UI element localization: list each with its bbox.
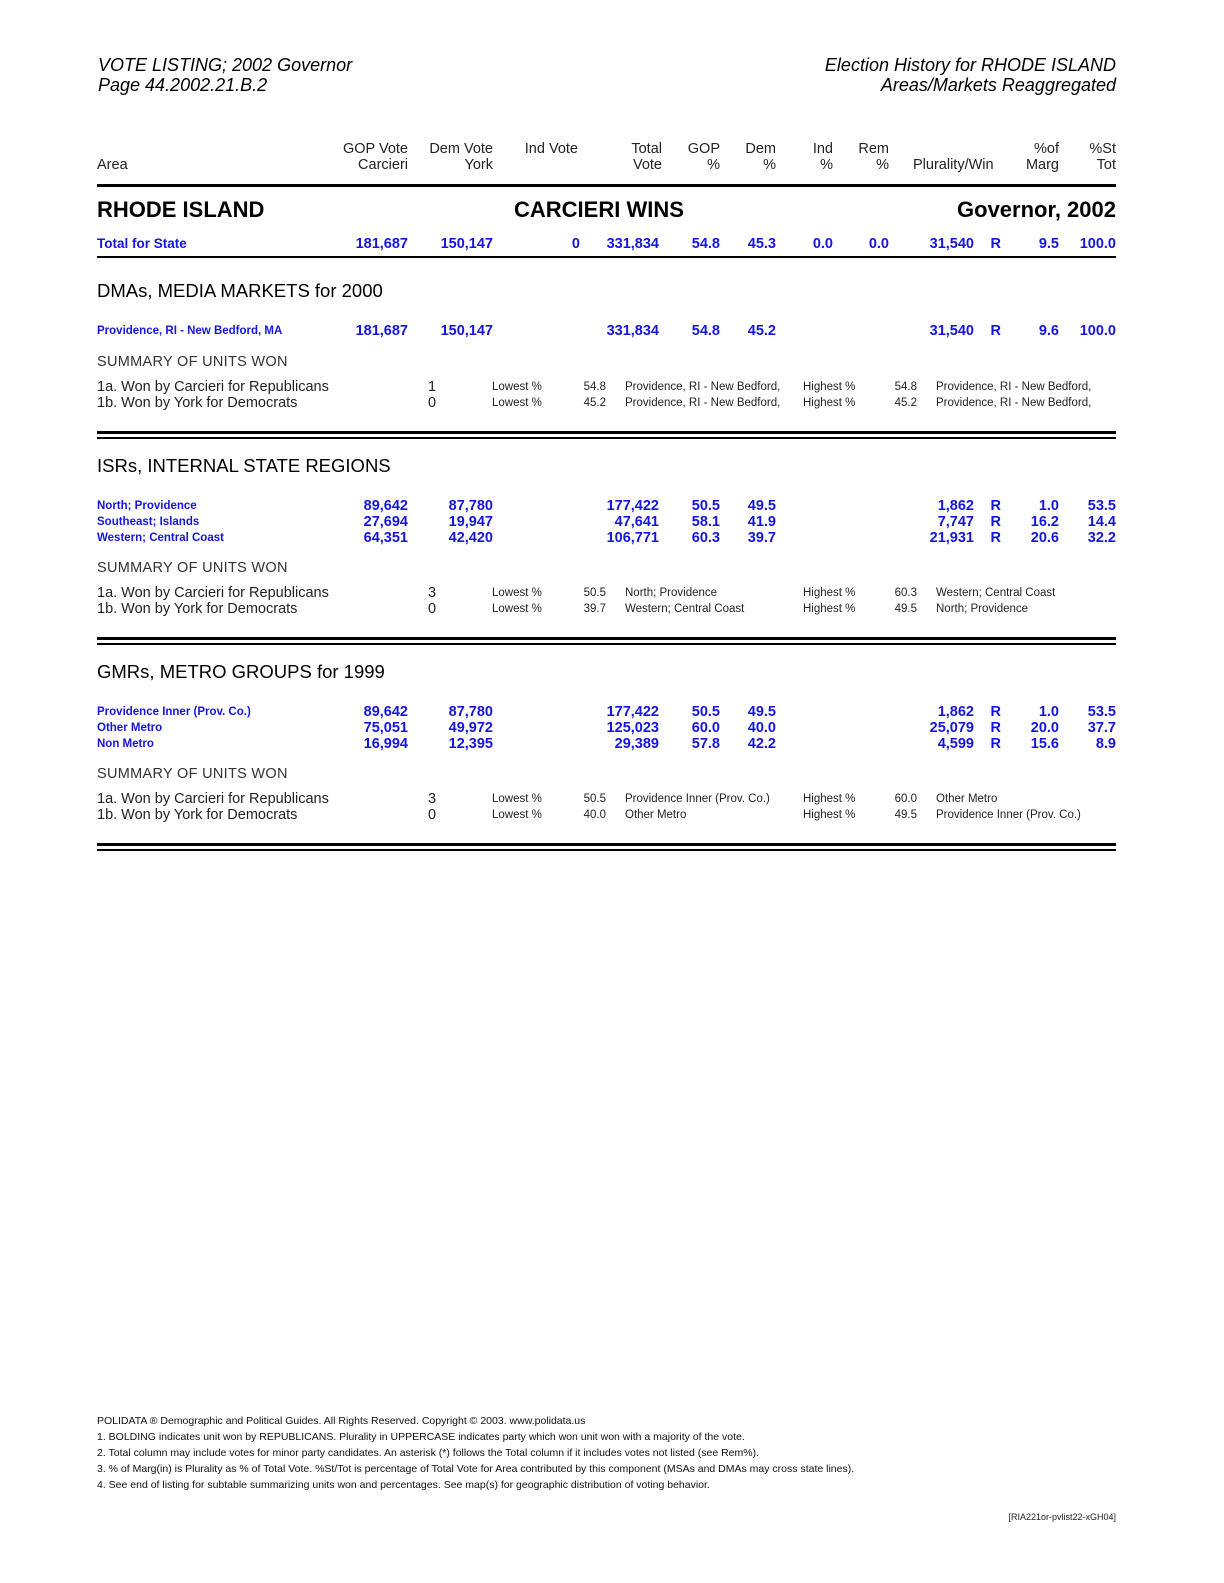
report-title [98,55,352,95]
state-total-plurality: 31,540 [929,236,974,252]
section-divider [97,849,1116,851]
footnote-3: 3. % of Marg(in) is Plurality as % of Total Vote. %St/Tot is percentage of Total Vote for Area contributed by this component (MSAs and DMAs may cross state lines). [97,1463,855,1475]
state-total-gop: 181,687 [355,236,408,252]
col-gop-vote: GOP Vote Carcieri [342,141,408,173]
col-ind-pct: Ind % [812,141,833,173]
race-title: Governor, 2002 [957,197,1116,222]
state-total-label: Total for State [97,236,187,251]
state-total-rem-pct: 0.0 [868,236,889,252]
col-rem-pct: Rem % [858,141,889,173]
winner-banner: CARCIERI WINS [514,197,684,222]
report-subtitle [825,55,1116,95]
state-total-sttot: 100.0 [1079,236,1116,252]
col-ind-vote: Ind Vote [524,141,578,157]
col-area: Area [97,157,128,173]
section-divider [97,431,1116,434]
footer-notes [97,1413,854,1493]
state-total-ind: 0 [571,236,580,252]
col-dem-pct: Dem % [745,141,776,173]
document-code: [RIA221or-pvlist22-xGH04] [1008,1512,1116,1522]
footnote-1: 1. BOLDING indicates unit won by REPUBLICANS. Plurality in UPPERCASE indicates party which won unit won with a majority of the vote. [97,1431,745,1443]
col-pct-margin: %of Marg [1025,141,1059,173]
report-subtitle-line1: Election History for RHODE ISLAND [824,55,1116,75]
state-total-dem: 150,147 [440,236,493,252]
section-divider [97,437,1116,439]
page-number: Page 44.2002.21.B.2 [98,75,268,95]
state-total-win: R [990,236,1001,252]
summary-title: SUMMARY OF UNITS WON [97,354,288,370]
header-divider [97,184,1116,187]
col-dem-vote: Dem Vote York [429,141,493,173]
col-plurality-win: Plurality/Win [913,157,994,173]
section-title: ISRs, INTERNAL STATE REGIONS [97,455,391,476]
state-name: RHODE ISLAND [97,197,265,222]
section-divider [97,843,1116,846]
copyright-line: POLIDATA ® Demographic and Political Guides. All Rights Reserved. Copyright © 2003. www.polidata.us [97,1415,586,1427]
section-title: GMRs, METRO GROUPS for 1999 [97,661,385,682]
section-divider [97,637,1116,640]
state-total-dem-pct: 45.3 [747,236,776,252]
report-subtitle-line2: Areas/Markets Reaggregated [880,75,1116,95]
section-title: DMAs, MEDIA MARKETS for 2000 [97,280,383,301]
state-total-gop-pct: 54.8 [691,236,720,252]
state-total-marg: 9.5 [1038,236,1059,252]
summary-title: SUMMARY OF UNITS WON [97,766,288,782]
report-title-line1: VOTE LISTING; 2002 Governor [98,55,353,75]
state-total-ind-pct: 0.0 [812,236,833,252]
summary-title: SUMMARY OF UNITS WON [97,560,288,576]
footnote-2: 2. Total column may include votes for minor party candidates. An asterisk (*) follows the Total column if it includes votes not listed (see Rem%). [97,1447,759,1459]
col-pct-state-total: %St Tot [1089,141,1116,173]
footnote-4: 4. See end of listing for subtable summarizing units won and percentages. See map(s) for geographic distribution of voting behavior. [97,1479,710,1491]
col-gop-pct: GOP % [687,141,720,173]
state-total-divider [97,256,1116,258]
col-total-vote: Total Vote [631,141,662,173]
state-total-total: 331,834 [606,236,659,252]
section-divider [97,643,1116,645]
